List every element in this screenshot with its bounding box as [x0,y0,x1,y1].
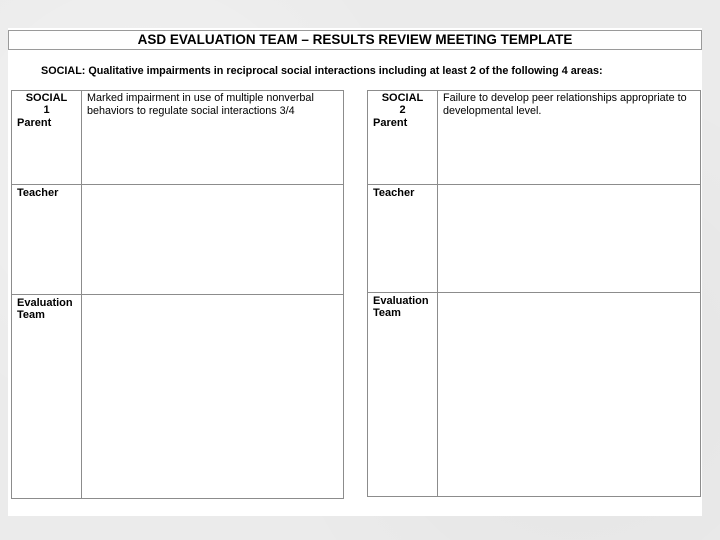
table-row [368,293,701,497]
row-label-evaluation-team: Evaluation Team [368,293,438,497]
response-cell-evaluation-team[interactable] [82,295,344,499]
document-subtitle: SOCIAL: Qualitative impairments in reciprocal social interactions including at least 2 of the following 4 areas: [41,65,603,77]
social-1-description: Marked impairment in use of multiple nonverbal behaviors to regulate social interactions 3/4 [82,91,344,185]
response-cell-evaluation-team[interactable] [438,293,701,497]
row-label-teacher: Teacher [368,185,438,293]
table-header-row [368,91,701,117]
document-title: ASD EVALUATION TEAM – RESULTS REVIEW MEETING TEMPLATE [8,30,702,50]
table-row [12,295,344,499]
row-label-parent: Parent [368,117,438,185]
social-2-table [367,90,701,497]
social-1-table [11,90,344,499]
table-header-cell [12,91,82,117]
table-header-row [12,91,344,117]
social-2-header-line2: 2 [399,104,406,116]
social-1-header-line1: SOCIAL [25,92,68,104]
response-cell-teacher[interactable] [82,185,344,295]
social-1-header-line2: 1 [43,104,50,116]
table-row [368,185,701,293]
row-label-teacher: Teacher [12,185,82,295]
table-header-cell [368,91,438,117]
response-cell-teacher[interactable] [438,185,701,293]
row-label-parent: Parent [12,117,82,185]
social-2-header-line1: SOCIAL [381,92,424,104]
document-page [8,28,702,516]
social-2-description: Failure to develop peer relationships appropriate to developmental level. [438,91,701,185]
table-row [12,185,344,295]
row-label-evaluation-team: Evaluation Team [12,295,82,499]
